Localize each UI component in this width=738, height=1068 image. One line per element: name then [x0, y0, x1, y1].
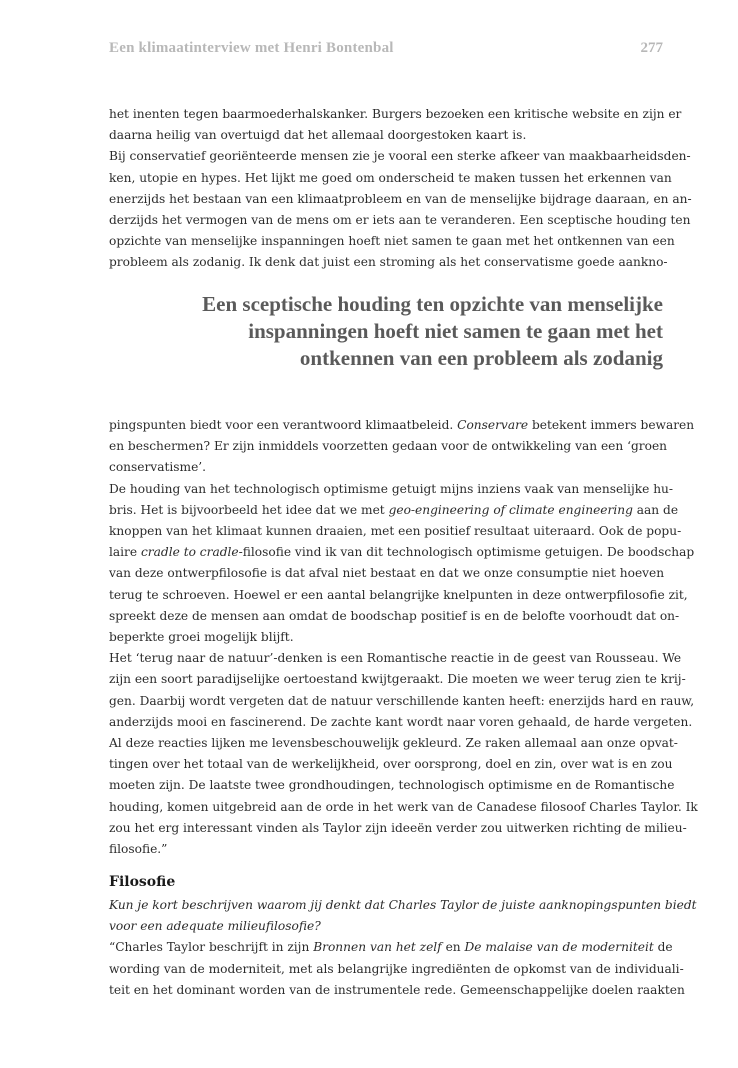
text-line: teit en het dominant worden van de instrumentele rede. Gemeenschappelijke doelen raakten: [109, 982, 685, 997]
text-line: wording van de moderniteit, met als belangrijke ingrediënten de opkomst van de individuali-: [109, 961, 684, 976]
text-line: zou het erg interessant vinden als Taylor zijn ideeën verder zou uitwerken richting de milieu-: [109, 820, 687, 835]
text-line: het inenten tegen baarmoederhalskanker. Burgers bezoeken een kritische website en zijn er: [109, 107, 682, 121]
text-line: tingen over het totaal van de werkelijkheid, over oorsprong, doel en zin, over wat is en zou: [109, 757, 673, 772]
text-line: filosofie.”: [109, 842, 168, 857]
text-line: De houding van het technologisch optimisme getuigt mijns inziens vaak van menselijke hu-: [109, 481, 674, 496]
text-line: anderzijds mooi en fascinerend. De zachte kant wordt naar voren gehaald, de harde vergeten.: [109, 714, 693, 729]
text-line: zijn een soort paradijselijke oertoestand kwijtgeraakt. Die moeten we weer terug zien te krij-: [109, 672, 686, 687]
emphasis: Bronnen van het zelf: [313, 940, 442, 955]
emphasis: De malaise van de moderniteit: [464, 940, 654, 955]
text-line: gen. Daarbij wordt vergeten dat de natuur verschillende kanten heeft: enerzijds hard en rauw,: [109, 693, 695, 708]
text-line: en beschermen? Er zijn inmiddels voorzetten gedaan voor de ontwikkeling van een ‘groen: [109, 439, 668, 454]
pull-quote-line: inspanningen hoeft niet samen te gaan met het: [248, 319, 663, 343]
text-line: Het ‘terug naar de natuur’-denken is een Romantische reactie in de geest van Rousseau. We: [109, 651, 682, 666]
text-line: probleem als zodanig. Ik denk dat juist een stroming als het conservatisme goede aankno-: [109, 255, 668, 270]
emphasis: Conservare: [457, 418, 529, 432]
text-line: beperkte groei mogelijk blijft.: [109, 630, 294, 645]
text-line: houding, komen uitgebreid aan de orde in het werk van de Canadese filosoof Charles Taylor. Ik: [109, 799, 698, 814]
text-line: van deze ontwerpfilosofie is dat afval niet bestaat en dat we onze consumptie niet hoeven: [109, 566, 665, 581]
running-title: Een klimaatinterview met Henri Bontenbal: [109, 40, 394, 56]
text-line: moeten zijn. De laatste twee grondhoudingen, technologisch optimisme en de Romantische: [109, 778, 675, 793]
text-line: “Charles Taylor beschrijft in zijn Bronnen van het zelf en De malaise van de moderniteit de: [109, 940, 673, 955]
paragraph-block-2: [109, 415, 698, 860]
section-heading: Filosofie: [109, 874, 176, 890]
text-line: derzijds het vermogen van de mens om er iets aan te veranderen. Een sceptische houding ten: [109, 213, 691, 228]
text-line: knoppen van het klimaat kunnen draaien, met een positief resultaat uiteraard. Ook de popu-: [109, 524, 682, 539]
text-line: spreekt deze de mensen aan omdat de boodschap positief is en de belofte voorhoudt dat on-: [109, 608, 680, 623]
paragraph-block-1: [109, 104, 692, 274]
text-line: opzichte van menselijke inspanningen hoeft niet samen te gaan met het ontkennen van een: [109, 234, 675, 249]
pull-quote: [163, 291, 663, 372]
text-line: Al deze reacties lijken me levensbeschouwelijk gekleurd. Ze raken allemaal aan onze opvat-: [109, 736, 678, 751]
pull-quote-line: Een sceptische houding ten opzichte van menselijke: [202, 292, 663, 316]
question-line: voor een adequate milieufilosofie?: [109, 919, 321, 934]
paragraph-block-3: [109, 895, 697, 1001]
text-line: ken, utopie en hypes. Het lijkt me goed om onderscheid te maken tussen het erkennen van: [109, 170, 672, 185]
emphasis: cradle to cradle: [140, 545, 239, 560]
text-line: pingspunten biedt voor een verantwoord klimaatbeleid. Conservare betekent immers bewaren: [109, 418, 695, 432]
text-line: terug te schroeven. Hoewel er een aantal belangrijke knelpunten in deze ontwerpfilosofie zit,: [109, 587, 688, 602]
question-line: Kun je kort beschrijven waarom jij denkt dat Charles Taylor de juiste aanknopingspunten biedt: [109, 898, 697, 912]
pull-quote-line: ontkennen van een probleem als zodanig: [299, 346, 663, 370]
text-line: Bij conservatief georiënteerde mensen zie je vooral een sterke afkeer van maakbaarheidsden-: [109, 149, 691, 164]
text-line: enerzijds het bestaan van een klimaatprobleem en van de menselijke bijdrage daaraan, en an-: [109, 191, 692, 206]
text-line: daarna heilig van overtuigd dat het allemaal doorgestoken kaart is.: [109, 128, 527, 143]
text-line: laire cradle to cradle-filosofie vind ik van dit technologisch optimisme getuigen. De boodschap: [109, 545, 695, 560]
text-line: conservatisme’.: [109, 460, 207, 475]
emphasis: geo-engineering of climate engineering: [388, 502, 633, 517]
text-line: bris. Het is bijvoorbeeld het idee dat we met geo-engineering of climate engineering aan de: [109, 502, 679, 517]
running-header: [109, 40, 663, 62]
page-number: 277: [640, 40, 663, 56]
